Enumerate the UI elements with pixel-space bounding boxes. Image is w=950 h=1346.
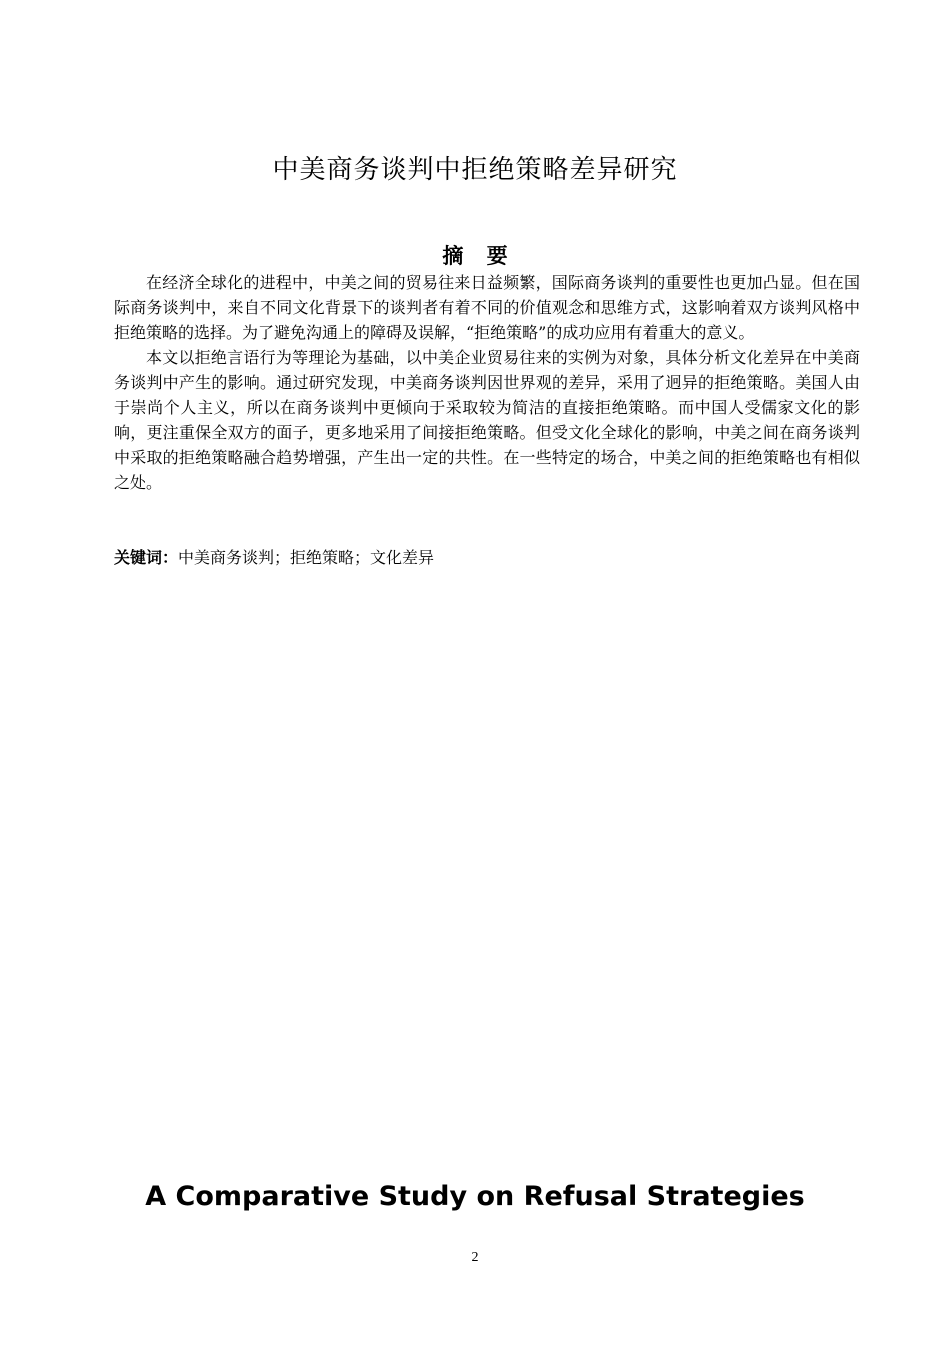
keywords-text: 中美商务谈判；拒绝策略；文化差异 (178, 548, 435, 567)
keywords-line (114, 544, 860, 572)
abstract-heading: 摘 要 (442, 244, 516, 268)
abstract-body (114, 270, 860, 495)
keywords-label: 关键词： (114, 548, 179, 567)
abstract-paragraph-1: 在经济全球化的进程中，中美之间的贸易往来日益频繁，国际商务谈判的重要性也更加凸显。但在国际商务谈判中，来自不同文化背景下的谈判者有着不同的价值观念和思维方式，这影响着双方谈判风格中拒绝策略的选择。为了避免沟通上的障碍及误解，“拒绝策略”的成功应用有着重大的意义。 (114, 273, 860, 342)
abstract-paragraph-2: 本文以拒绝言语行为等理论为基础，以中美企业贸易往来的实例为对象，具体分析文化差异在中美商务谈判中产生的影响。通过研究发现，中美商务谈判因世界观的差异，采用了迥异的拒绝策略。美国人由于崇尚个人主义，所以在商务谈判中更倾向于采取较为简洁的直接拒绝策略。而中国人受儒家文化的影响，更注重保全双方的面子，更多地采用了间接拒绝策略。但受文化全球化的影响，中美之间在商务谈判中采取的拒绝策略融合趋势增强，产生出一定的共性。在一些特定的场合，中美之间的拒绝策略也有相似之处。 (114, 348, 860, 492)
chinese-title: 中美商务谈判中拒绝策略差异研究 (272, 155, 678, 185)
page-number: 2 (471, 1250, 479, 1265)
english-title: A Comparative Study on Refusal Strategies (145, 1181, 805, 1212)
